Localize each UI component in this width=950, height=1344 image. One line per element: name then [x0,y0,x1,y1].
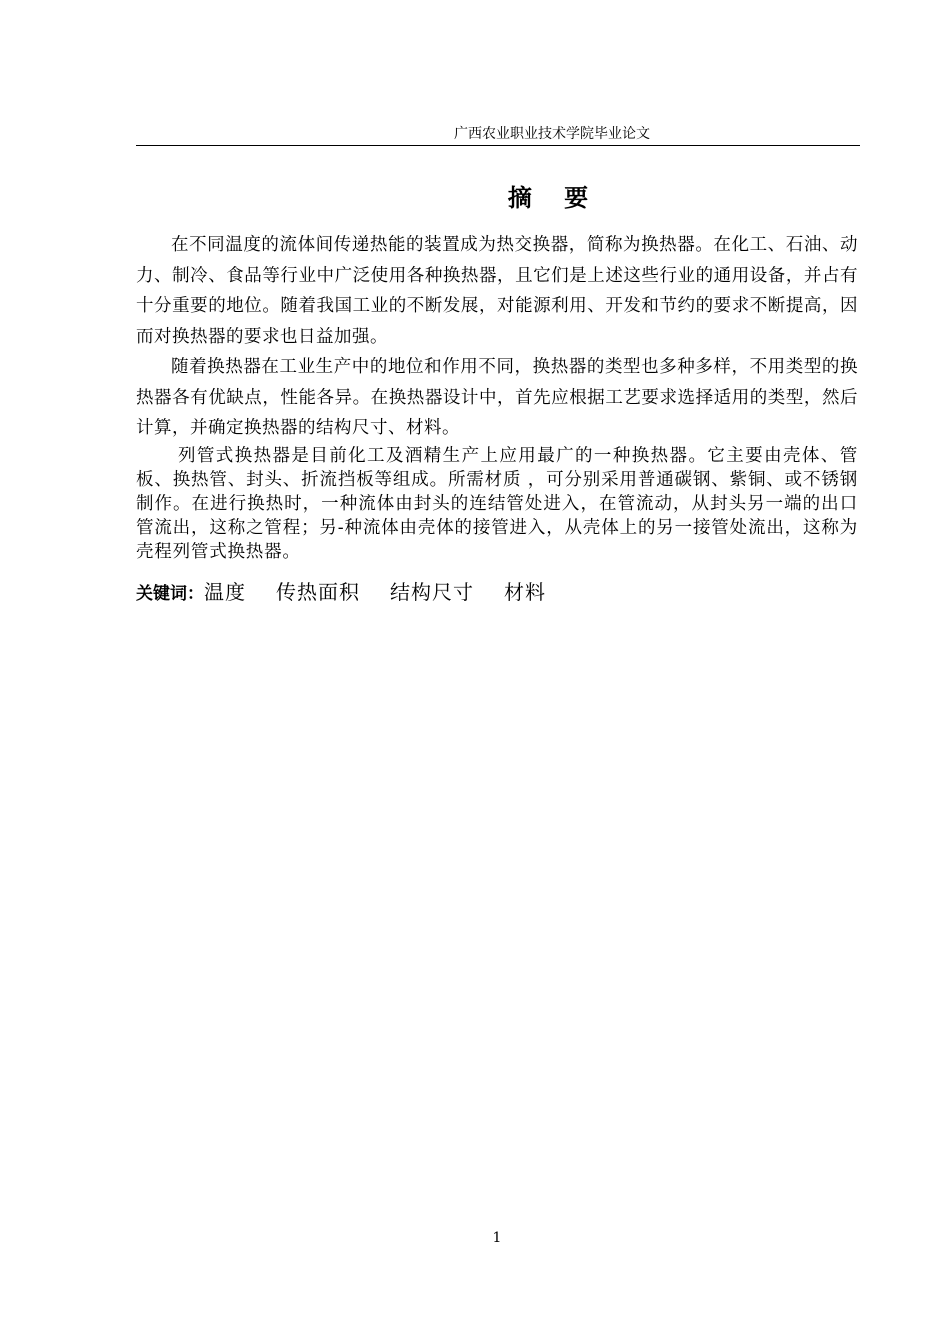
abstract-paragraph-3: 列管式换热器是目前化工及酒精生产上应用最广的一种换热器。它主要由壳体、管板、换热管、封头、折流挡板等组成。所需材质 ，可分别采用普通碳钢、紫铜、或不锈钢制作。在进行换热时，一种流体由封头的连结管处进入，在管流动，从封头另一端的出口管流出，这称之管程；另-种流体由壳体的接管进入，从壳体上的另一接管处流出，这称为壳程列管式换热器。 [136,445,858,562]
keyword-item: 材料 [504,580,546,604]
keywords-label: 关键词： [136,584,204,604]
abstract-title: 摘 要 [507,184,589,212]
abstract-paragraph-1: 在不同温度的流体间传递热能的装置成为热交换器，简称为换热器。在化工、石油、动力、制冷、食品等行业中广泛使用各种换热器，且它们是上述这些行业的通用设备，并占有十分重要的地位。随着我国工业的不断发展，对能源利用、开发和节约的要求不断提高，因而对换热器的要求也日益加强。 [136,235,858,347]
abstract-paragraph-2: 随着换热器在工业生产中的地位和作用不同，换热器的类型也多种多样，不用类型的换热器各有优缺点，性能各异。在换热器设计中，首先应根据工艺要求选择适用的类型，然后计算，并确定换热器的结构尺寸、材料。 [136,357,858,438]
keyword-item: 传热面积 [276,580,360,604]
keywords-line [136,578,858,608]
keyword-item: 温度 [204,580,246,604]
keyword-item: 结构尺寸 [390,580,474,604]
running-header: 广西农业职业技术学院毕业论文 [454,126,650,142]
page-number: 1 [492,1230,502,1246]
header-rule [136,145,860,146]
abstract-body [136,230,858,564]
